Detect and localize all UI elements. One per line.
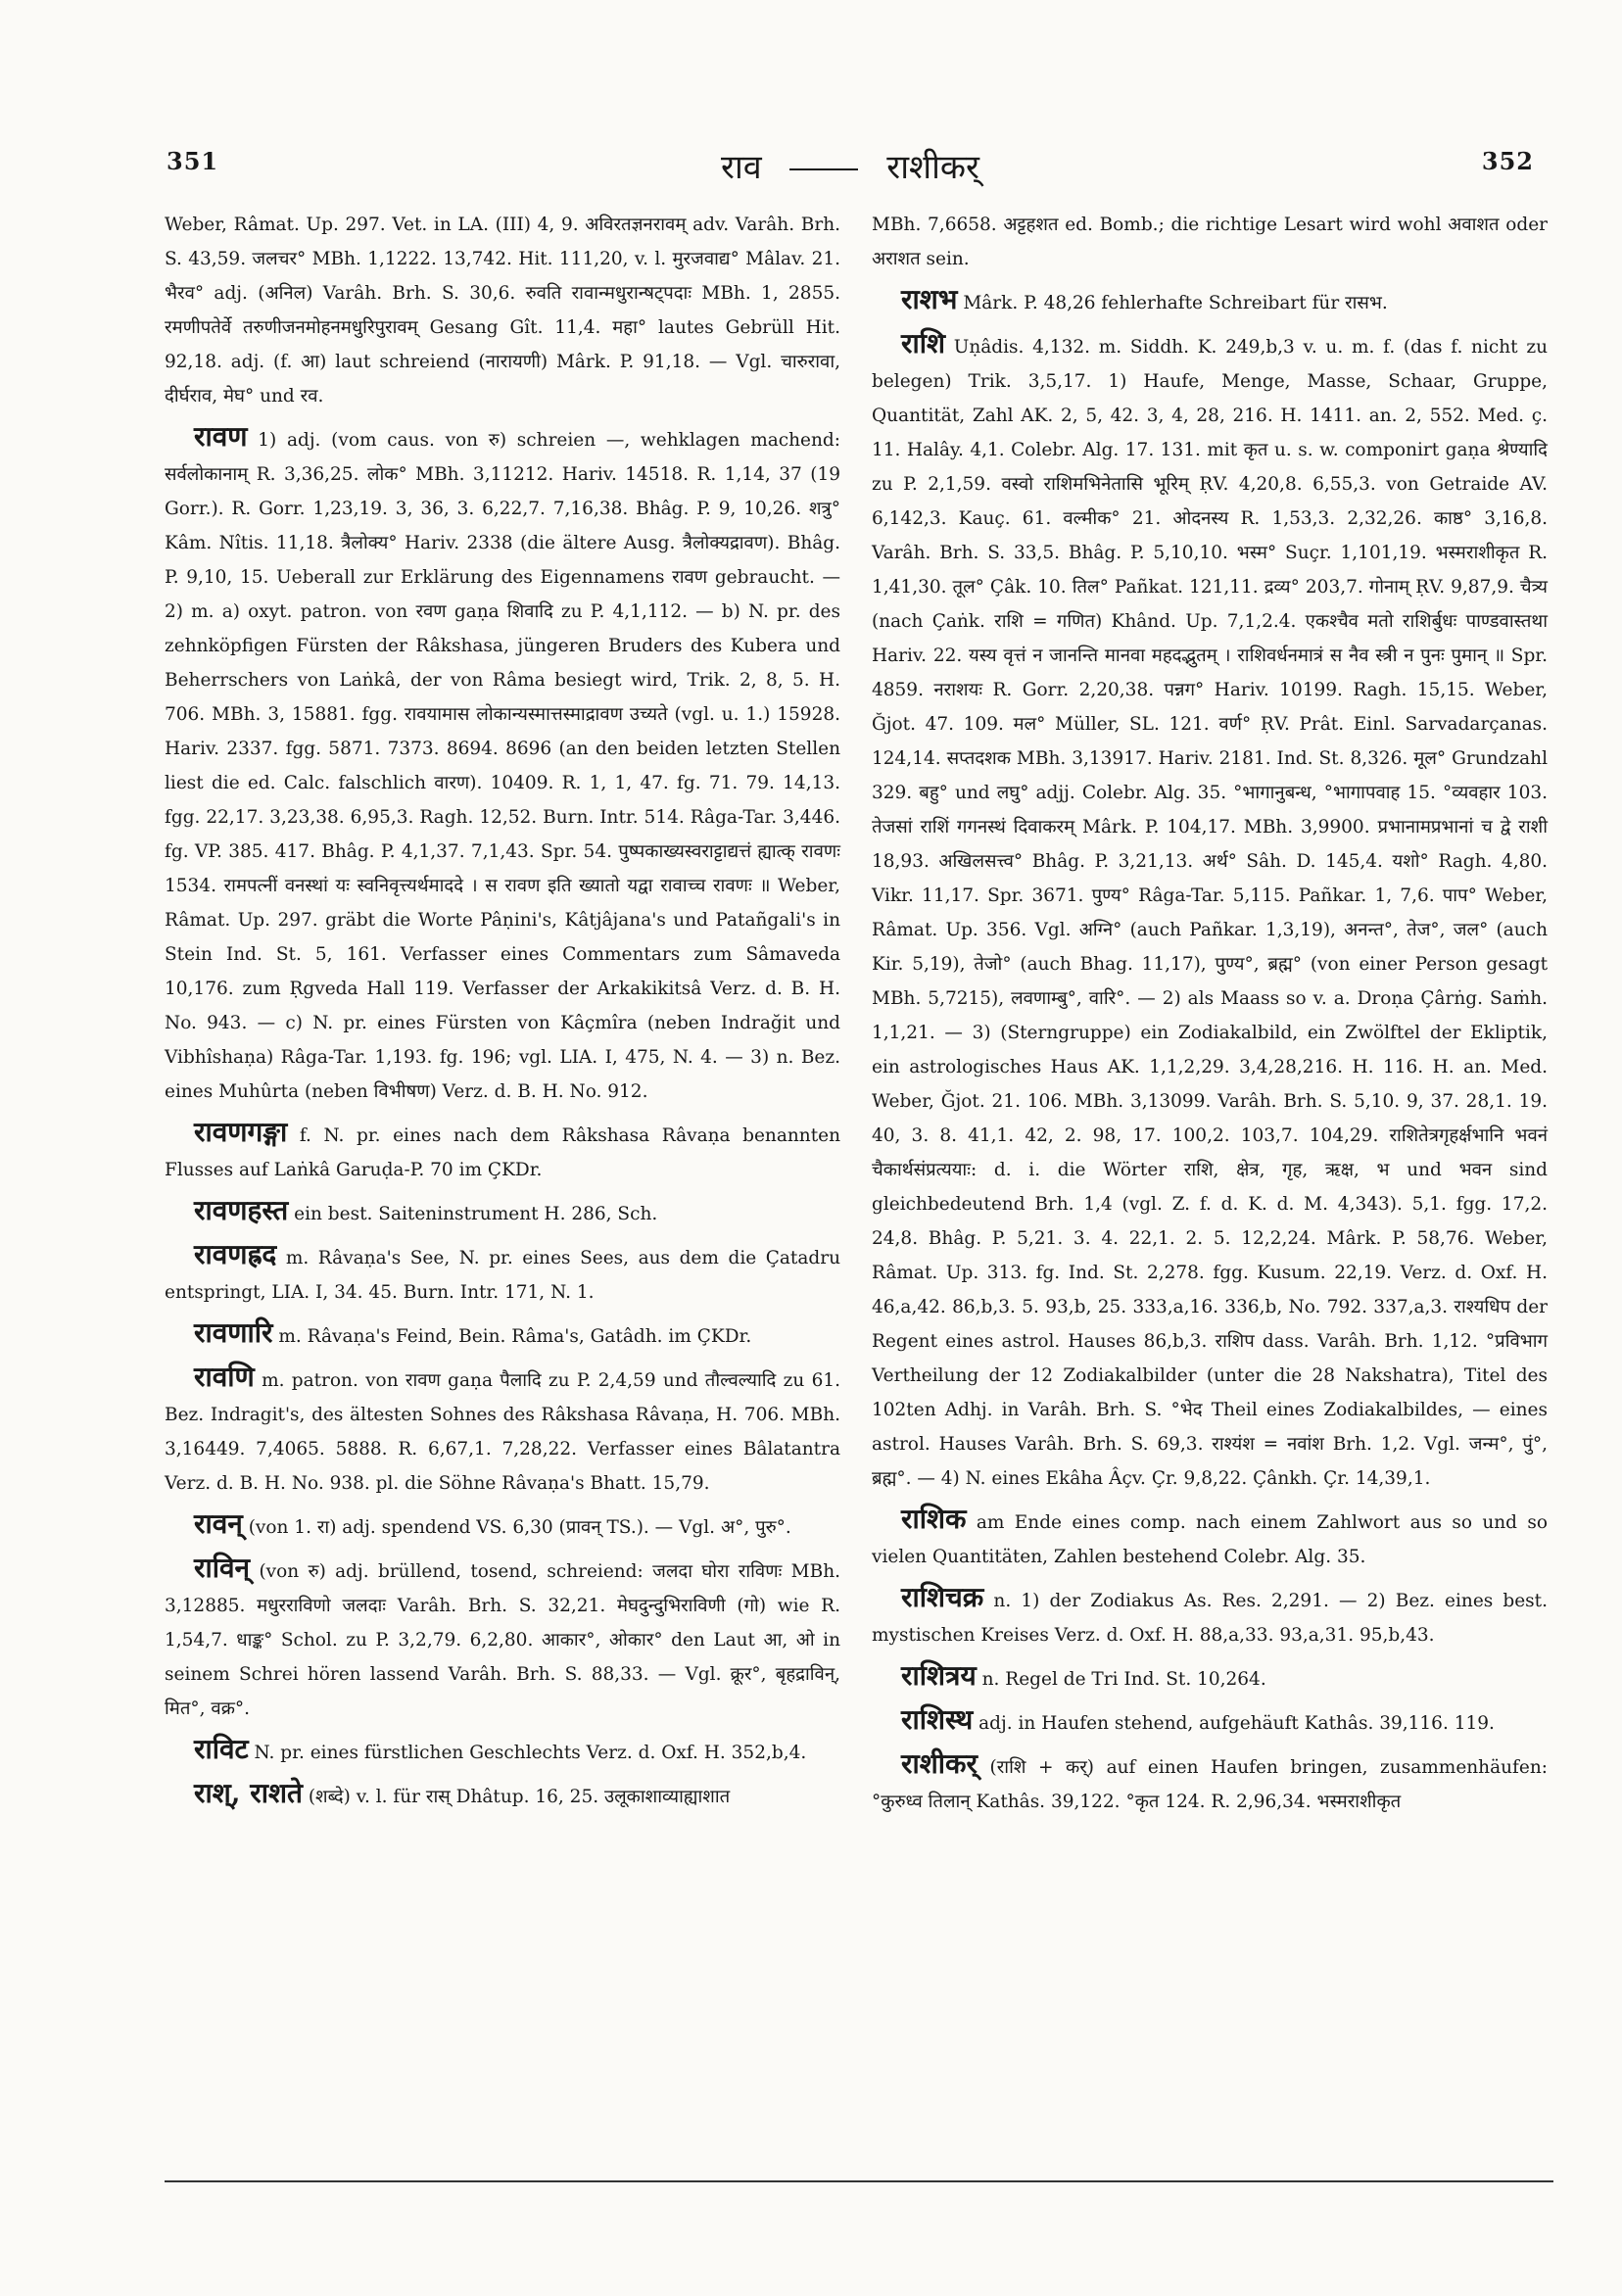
- page-number-right: 352: [1481, 147, 1534, 175]
- entry-text: m. patron. von रावण gaṇa पैलादि zu P. 2,4,59 und तौल्वल्यादि zu 61. Bez. Indragit's, des ältesten Sohnes des Râkshasa Râvaṇa, H. 706. MBh. 3,16449. 7,4065. 5888. R. 6,67,1. 7,28,22. Verfasser eines Bâlatantra Verz. d. B. H. No. 938. pl. die Söhne Râvaṇa's Bhatt. 15,79.: [165, 1370, 840, 1494]
- entry-text: Mârk. P. 48,26 fehlerhafte Schreibart für रासभ.: [963, 293, 1388, 313]
- dictionary-entry: [165, 1507, 840, 1545]
- entry-text: 1) adj. (vom caus. von रु) schreien —, wehklagen machend: सर्वलोकानाम् R. 3,36,25. लोक° MBh. 3,11212. Hariv. 14518. R. 1,14, 37 (19 Gorr.). R. Gorr. 1,23,19. 3, 36, 3. 6,22,7. 7,16,38. Bhâg. P. 9, 10,26. शत्रु° Kâm. Nîtis. 11,18. त्रैलोक्य° Hariv. 2338 (die ältere Ausg. त्रैलोक्यद्रावण). Bhâg. P. 9,10, 15. Ueberall zur Erklärung des Eigennamens रावण gebraucht. — 2) m. a) oxyt. patron. von रवण gaṇa शिवादि zu P. 4,1,112. — b) N. pr. des zehnköpfigen Fürsten der Râkshasa, jüngeren Bruders des Kubera und Beherrschers von Laṅkâ, der von Râma besiegt wird, Trik. 2, 8, 5. H. 706. MBh. 3, 15881. fgg. रावयामास लोकान्यस्मात्तस्माद्रावण उच्यते (vgl. u. 1.) 15928. Hariv. 2337. fgg. 5871. 7373. 8694. 8696 (an den beiden letzten Stellen liest die ed. Calc. falschlich वारण). 10409. R. 1, 1, 47. fg. 71. 79. 14,13. fgg. 22,17. 3,23,38. 6,95,3. Ragh. 12,52. Burn. Intr. 514. Râga-Tar. 3,446. fg. VP. 385. 417. Bhâg. P. 4,1,37. 7,1,43. Spr. 54. पुष्पकाख्यस्वराट्टाद्यत्तं ह्यात्क् रावणः 1534. रामपत्नीं वनस्थां यः स्वनिवृत्त्यर्थमाददे । स रावण इति ख्यातो यद्वा रावाच्च रावणः ॥ Weber, Râmat. Up. 297. gräbt die Worte Pâṇini's, Kâtjâjana's und Patañgali's in Stein Ind. St. 5, 161. Verfasser eines Commentars zum Sâmaveda 10,176. zum Ṛgveda Hall 119. Verfasser der Arkakikitsâ Verz. d. B. H. No. 943. — c) N. pr. eines Fürsten von Kâçmîra (neben Indrağit und Vibhîshaṇa) Râga-Tar. 1,193. fg. 196; vgl. LIA. I, 475, N. 4. — 3) n. Bez. eines Muhûrta (neben विभीषण) Verz. d. B. H. No. 912.: [165, 430, 840, 1102]
- entry-headword: रावण: [194, 420, 248, 453]
- running-head-left-word: राव: [721, 148, 762, 187]
- dictionary-entry: [872, 1658, 1548, 1697]
- entry-text: m. Râvaṇa's See, N. pr. eines Sees, aus dem die Çatadru entspringt, LIA. I, 34. 45. Burn. Intr. 171, N. 1.: [165, 1248, 840, 1303]
- entry-text: (von रु) adj. brüllend, tosend, schreiend: जलदा घोरा राविणः MBh. 3,12885. मधुरराविणो जलदाः Varâh. Brh. S. 32,21. मेघदुन्दुभिराविणी (गो) wie R. 1,54,7. धाङ्क° Schol. zu P. 3,2,79. 6,2,80. आकार°, ओकार° den Laut आ, ओ in seinem Schrei hören lassend Varâh. Brh. S. 88,33. — Vgl. क्रूर°, बृहद्राविन्, मित°, वक्र°.: [165, 1561, 840, 1719]
- dictionary-entry: [165, 1193, 840, 1231]
- dictionary-entry: [165, 1315, 840, 1354]
- entry-headword: रावन्: [194, 1507, 243, 1540]
- entry-headword: रावणह्रद: [194, 1238, 277, 1270]
- entry-text: (शब्दे) v. l. für रास् Dhâtup. 16, 25. उलूकाशाव्याह्याशात: [308, 1787, 731, 1807]
- entry-headword: राश्, राशते: [194, 1777, 303, 1809]
- entry-text: (राशि + कर्) auf einen Haufen bringen, zusammenhäufen: °कुरुध्व तिलान् Kathâs. 39,122. °कृत 124. R. 2,96,34. भस्मराशीकृत: [872, 1757, 1548, 1812]
- entry-headword: राशिस्थ: [901, 1703, 974, 1736]
- entry-headword: राशि: [901, 327, 945, 359]
- entry-headword: राशित्रय: [901, 1659, 977, 1692]
- entry-headword: रावणगङ्गा: [194, 1116, 288, 1148]
- entry-text: m. Râvaṇa's Feind, Bein. Râma's, Gatâdh. im ÇKDr.: [278, 1326, 752, 1347]
- dictionary-entry: [165, 1237, 840, 1310]
- dictionary-entry: [872, 1746, 1548, 1819]
- entry-text: f. N. pr. eines nach dem Râkshasa Râvaṇa benannten Flusses auf Laṅkâ Garuḍa-P. 70 im ÇKDr.: [165, 1125, 840, 1180]
- running-head: [167, 143, 1534, 188]
- page-header: [167, 147, 1534, 196]
- entry-text: am Ende eines comp. nach einem Zahlwort aus so und so vielen Quantitäten, Zahlen bestehend Colebr. Alg. 35.: [872, 1512, 1548, 1567]
- entry-headword: रावणि: [194, 1361, 255, 1393]
- entry-headword: रावणहस्त: [194, 1194, 289, 1226]
- entry-text: (von 1. रा) adj. spendend VS. 6,30 (प्रावन् TS.). — Vgl. अ°, पुरु°.: [248, 1517, 791, 1538]
- entry-text: Uṇâdis. 4,132. m. Siddh. K. 249,b,3 v. u. m. f. (das f. nicht zu belegen) Trik. 3,5,17. 1) Haufe, Menge, Masse, Schaar, Gruppe, Quantität, Zahl AK. 2, 5, 42. 3, 4, 28, 216. H. 1411. an. 2, 552. Med. ç. 11. Halây. 4,1. Colebr. Alg. 17. 131. mit कृत u. s. w. componirt gaṇa श्रेण्यादि zu P. 2,1,59. वस्वो राशिमभिनेतासि भूरिम् ṚV. 4,20,8. 6,55,3. von Getraide AV. 6,142,3. Kauç. 61. वल्मीक° 21. ओदनस्य R. 1,53,3. 2,32,26. काष्ठ° 3,16,8. Varâh. Brh. S. 33,5. Bhâg. P. 5,10,10. भस्म° Suçr. 1,101,19. भस्मराशीकृत R. 1,41,30. तूल° Çâk. 10. तिल° Pañkat. 121,11. द्रव्य° 203,7. गोनाम् ṚV. 9,87,9. चैत्र्य (nach Çaṅk. राशि = गणित) Khând. Up. 7,1,2.4. एकश्चैव मतो राशिर्बुधः पाण्डवास्तथा Hariv. 22. यस्य वृत्तं न जानन्ति मानवा महदद्भुतम् । राशिवर्धनमात्रं स नैव स्त्री न पुनः पुमान् ॥ Spr. 4859. नराशयः R. Gorr. 2,20,38. पन्नग° Hariv. 10199. Ragh. 15,15. Weber, Ğjot. 47. 109. मल° Müller, SL. 121. वर्ण° ṚV. Prât. Einl. Sarvadarçanas. 124,14. सप्तदशक MBh. 3,13917. Hariv. 2181. Ind. St. 8,326. मूल° Grundzahl 329. बहु° und लघु° adjj. Colebr. Alg. 35. °भागानुबन्ध, °भागापवाह 15. °व्यवहार 103. तेजसां राशिं गगनस्थं दिवाकरम् Mârk. P. 104,17. MBh. 3,9900. प्रभानामप्रभानां च द्वे राशी 18,93. अखिलसत्त्व° Bhâg. P. 3,21,13. अर्थ° Sâh. D. 145,4. यशो° Ragh. 4,80. Vikr. 11,17. Spr. 3671. पुण्य° Râga-Tar. 5,115. Pañkar. 1, 7,6. पाप° Weber, Râmat. Up. 356. Vgl. अग्नि° (auch Pañkar. 1,3,19), अनन्त°, तेज°, जल° (auch Kir. 5,19), तेजो° (auch Bhag. 11,17), पुण्य°, ब्रह्म° (von einer Person gesagt MBh. 5,7215), लवणाम्बु°, वारि°. — 2) als Maass so v. a. Droṇa Çârṅg. Saṁh. 1,1,21. — 3) (Sterngruppe) ein Zodiakalbild, ein Zwölftel der Ekliptik, ein astrologisches Haus AK. 1,1,2,29. 3,4,28,216. H. 116. H. an. Med. Weber, Ğjot. 21. 106. MBh. 3,13099. Varâh. Brh. S. 5,10. 9, 37. 28,1. 19. 40, 3. 8. 41,1. 42, 2. 98, 17. 100,2. 103,7. 104,29. राशितेत्रगृहर्क्षभानि भवनं चैकार्थसंप्रत्ययाः: d. i. die Wörter राशि, क्षेत्र, गृह, ऋक्ष, भ und भवन sind gleichbedeutend Brh. 1,4 (vgl. Z. f. d. K. d. M. 4,343). 5,1. fgg. 17,2. 24,8. Bhâg. P. 5,21. 3. 4. 22,1. 2. 5. 12,2,24. Mârk. P. 58,76. Weber, Râmat. Up. 313. fg. Ind. St. 2,278. fgg. Kusum. 22,19. Verz. d. Oxf. H. 46,a,42. 86,b,3. 5. 93,b, 25. 333,a,16. 336,b, No. 792. 337,a,3. राश्यधिप der Regent eines astrol. Hauses 86,b,3. राशिप dass. Varâh. Brh. 1,12. °प्रविभाग Vertheilung der 12 Zodiakalbilder (unter die 28 Nakshatra), Titel des 102ten Adhj. in Varâh. Brh. S. °भेद Theil eines Zodiakalbildes, — eines astrol. Hauses Varâh. Brh. S. 69,3. राश्यंश = नवांश Brh. 1,2. Vgl. जन्म°, पुं°, ब्रह्म°. — 4) N. eines Ekâha Âçv. Çr. 9,8,22. Çânkh. Çr. 14,39,1.: [872, 337, 1548, 1489]
- entry-headword: राशिक: [901, 1503, 967, 1535]
- entry-text: Weber, Râmat. Up. 297. Vet. in LA. (III) 4, 9. अविरतज्ञनरावम् adv. Varâh. Brh. S. 43,59. जलचर° MBh. 1,1222. 13,742. Hit. 111,20, v. l. मुरजवाद्य° Mâlav. 21. भैरव° adj. (अनिल) Varâh. Brh. S. 30,6. रुवति रावान्मधुरान्षट्पदाः MBh. 1, 2855. रमणीपतेर्वे तरुणीजनमोहनमधुरिपुरावम् Gesang Gît. 11,4. महा° lautes Gebrüll Hit. 92,18. adj. (f. आ) laut schreiend (नारायणी) Mârk. P. 91,18. — Vgl. चारुरावा, दीर्घराव, मेघ° und रव.: [165, 215, 840, 407]
- dictionary-entry: [872, 1580, 1548, 1652]
- dictionary-entry: [872, 1502, 1548, 1574]
- entry-headword: राविट: [194, 1733, 249, 1765]
- dictionary-entry: [872, 208, 1548, 276]
- entry-text: adj. in Haufen stehend, aufgehäuft Kathâs. 39,116. 119.: [978, 1713, 1495, 1734]
- dictionary-entry: [165, 419, 840, 1109]
- dictionary-entry: [165, 1732, 840, 1770]
- entry-headword: राशिचक्र: [901, 1581, 984, 1613]
- entry-text: N. pr. eines fürstlichen Geschlechts Verz. d. Oxf. H. 352,b,4.: [254, 1743, 807, 1763]
- page-number-left: 351: [167, 147, 219, 175]
- entry-headword: राशभ: [901, 283, 958, 315]
- running-head-dash: [789, 168, 858, 170]
- dictionary-entry: [872, 282, 1548, 320]
- running-head-right-word: राशीकर्: [886, 148, 979, 187]
- dictionary-entry: [872, 326, 1548, 1496]
- entry-text: n. Regel de Tri Ind. St. 10,264.: [981, 1669, 1266, 1690]
- entry-text: MBh. 7,6658. अट्टहशत ed. Bomb.; die richtige Lesart wird wohl अवाशत oder अराशत sein.: [872, 215, 1548, 269]
- dictionary-entry: [165, 208, 840, 413]
- dictionary-entry: [165, 1776, 840, 1814]
- footer-rule: [165, 2180, 1553, 2182]
- right-column: [872, 208, 1548, 1825]
- left-column: [165, 208, 840, 1820]
- entry-text: ein best. Saiteninstrument H. 286, Sch.: [294, 1204, 658, 1224]
- dictionary-entry: [165, 1115, 840, 1187]
- dictionary-entry: [165, 1360, 840, 1501]
- dictionary-entry: [872, 1702, 1548, 1741]
- dictionary-entry: [165, 1551, 840, 1726]
- entry-headword: राशीकर्: [901, 1747, 978, 1780]
- entry-text: n. 1) der Zodiakus As. Res. 2,291. — 2) Bez. eines best. mystischen Kreises Verz. d. Oxf. H. 88,a,33. 93,a,31. 95,b,43.: [872, 1591, 1548, 1646]
- entry-headword: रावणारि: [194, 1316, 273, 1349]
- entry-headword: राविन्: [194, 1552, 251, 1584]
